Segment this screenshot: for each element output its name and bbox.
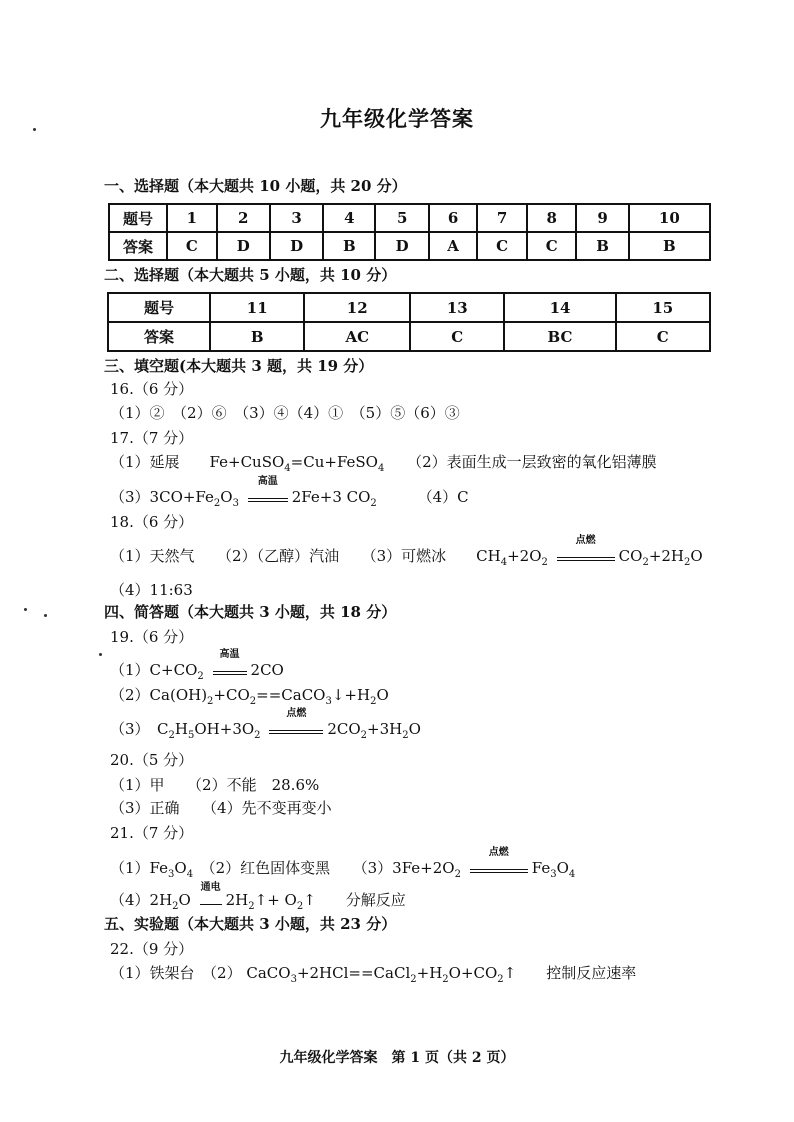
table-cell: 10 (629, 204, 710, 232)
answer-table-2 (107, 292, 711, 352)
text-run: （1）铁架台 （2） CaCO (110, 964, 291, 982)
table-row (108, 293, 710, 322)
table-cell: C (527, 232, 577, 260)
q20-heading: 20.（5 分） (110, 751, 194, 769)
answer-table-1 (108, 203, 711, 261)
text-run: 2CO (250, 661, 284, 679)
section-4-heading: 四、简答题（本大题共 3 小题，共 18 分） (104, 603, 397, 621)
row-label-answer: 答案 (109, 232, 167, 260)
scan-speck (99, 653, 102, 656)
q16-answer-line: （1）② （2）⑥ （3）④（4）① （5）⑤（6）③ (110, 404, 460, 422)
q19-answer-line-1: $(1)C+CO_2$ 高温 2CO (110, 649, 284, 682)
row-label-question: 题号 (108, 293, 210, 322)
q18-answer-line-1: （1）天然气 （2）（乙醇）汽油 （3）可燃冰 $CH_4+2O_2$ 点燃 $CO_2+2H_2O$ (110, 535, 703, 568)
text-run: O (178, 891, 191, 909)
table-cell: C (167, 232, 217, 260)
table-cell: AC (304, 322, 410, 351)
q19-answer-line-2: $(2)Ca(OH)_2+CO_2==CaCO_3↓+H_2O$ (110, 686, 389, 707)
table-cell: C (616, 322, 710, 351)
reaction-arrow (269, 708, 323, 734)
table-cell: BC (504, 322, 615, 351)
reaction-condition: 高温 (257, 476, 278, 487)
table-cell: 13 (410, 293, 504, 322)
table-row (108, 322, 710, 351)
table-row (109, 232, 710, 260)
section-2-heading: 二、选择题（本大题共 5 小题，共 10 分） (104, 266, 397, 284)
text-run: O (174, 859, 187, 877)
q19-heading: 19.（6 分） (110, 628, 194, 646)
table-cell: 15 (616, 293, 710, 322)
text-run: （3） C (110, 720, 169, 738)
text-run: O (690, 547, 703, 565)
table-cell: 7 (477, 204, 527, 232)
text-run: O (220, 488, 233, 506)
text-run: OH+3O (194, 720, 255, 738)
q20-answer-line-1: （1）甲 （2）不能 28.6% (110, 776, 320, 794)
q18-answer-line-2: （4）11:63 (110, 581, 193, 599)
table-cell: 5 (375, 204, 428, 232)
q19-answer-line-3: （3） $C_2H_5OH+3O_2$ 点燃 $2CO_2+3H_2O$ (110, 708, 421, 741)
q17-heading: 17.（7 分） (110, 429, 194, 447)
section-1-heading: 一、选择题（本大题共 10 小题，共 20 分） (104, 177, 407, 195)
text-run: O (556, 859, 569, 877)
text-run: （2）表面生成一层致密的氧化铝薄膜 (407, 453, 657, 471)
scan-speck (44, 614, 47, 617)
text-run: CO (618, 547, 643, 565)
q21-heading: 21.（7 分） (110, 824, 194, 842)
section-3-heading: 三、填空题(本大题共 3 题，共 19 分） (104, 357, 374, 375)
text-run: 2Fe+3 CO (291, 488, 371, 506)
reaction-arrow (557, 535, 615, 561)
table-cell: 12 (304, 293, 410, 322)
page-footer: 九年级化学答案 第 1 页（共 2 页） (279, 1050, 515, 1066)
table-cell: 14 (504, 293, 615, 322)
table-cell: 6 (429, 204, 477, 232)
reaction-arrow (470, 847, 528, 873)
text-run: ↑ 分解反应 (303, 891, 406, 909)
section-5-heading: 五、实验题（本大题共 3 小题，共 23 分） (104, 915, 397, 933)
q20-answer-line-2: （3）正确 （4）先不变再变小 (110, 799, 332, 817)
reaction-condition: 点燃 (488, 847, 509, 858)
table-cell: 9 (576, 204, 628, 232)
text-run: （4）C (417, 488, 469, 506)
text-run: O (376, 686, 389, 704)
q22-answer-line-1: （1）铁架台 （2） $CaCO_3+2HCl==CaCl_2+H_2O+CO_2↑$ 控制反应速率 (110, 964, 637, 985)
table-cell: B (323, 232, 375, 260)
table-cell: A (429, 232, 477, 260)
q17-answer-line-2: $(3)3CO+Fe_2O_3$ 高温 2Fe+3 $CO_2$ （4）C (110, 476, 469, 509)
reaction-condition: 点燃 (575, 535, 596, 546)
table-cell: B (576, 232, 628, 260)
page-title: 九年级化学答案 (320, 106, 474, 131)
table-cell: 3 (270, 204, 323, 232)
scan-speck (33, 128, 36, 131)
table-cell: B (210, 322, 304, 351)
text-run: H (174, 720, 188, 738)
table-cell: B (629, 232, 710, 260)
q21-answer-line-1: $(1)Fe_3O_4$ （2）红色固体变黑 $(3)3Fe+2O_2$ 点燃 $Fe_3O_4$ (110, 847, 576, 880)
text-run: ↑+ O (254, 891, 297, 909)
row-label-question: 题号 (109, 204, 167, 232)
table-cell: 4 (323, 204, 375, 232)
text-run: =Cu+FeSO (290, 453, 378, 471)
text-run: O (408, 720, 421, 738)
text-run: ↑ 控制反应速率 (503, 964, 637, 982)
text-run: Fe (531, 859, 551, 877)
text-run: +2HCl==CaCl (296, 964, 411, 982)
table-cell: C (477, 232, 527, 260)
table-cell: D (217, 232, 270, 260)
text-run: ↓+H (331, 686, 371, 704)
table-cell: 1 (167, 204, 217, 232)
reaction-condition: 高温 (219, 649, 240, 660)
text-run: ==CaCO (256, 686, 326, 704)
text-run: （2）Ca(OH) (110, 686, 208, 704)
reaction-arrow (213, 649, 247, 675)
table-cell: D (270, 232, 323, 260)
table-row (109, 204, 710, 232)
table-cell: 2 (217, 204, 270, 232)
row-label-answer: 答案 (108, 322, 210, 351)
scan-speck (24, 608, 27, 611)
table-cell: 8 (527, 204, 577, 232)
text-run: +3H (367, 720, 403, 738)
text-run: 2H (225, 891, 249, 909)
text-run: （1）Fe (110, 859, 169, 877)
text-run: 2CO (327, 720, 361, 738)
text-run: （1）延展 Fe+CuSO (110, 453, 285, 471)
text-run: （1）天然气 （2）（乙醇）汽油 （3）可燃冰 CH (110, 547, 501, 565)
table-cell: D (375, 232, 428, 260)
text-run: +H (416, 964, 443, 982)
text-run: （3）3CO+Fe (110, 488, 214, 506)
reaction-condition: 通电 (200, 882, 221, 893)
q16-heading: 16.（6 分） (110, 380, 194, 398)
reaction-arrow (248, 476, 288, 502)
reaction-arrow (200, 882, 222, 905)
text-run: +2O (507, 547, 542, 565)
text-run: （2）红色固体变黑 （3）3Fe+2O (193, 859, 455, 877)
q21-answer-line-2: $(4)2H_2O$ 通电 $2H_2↑+$ $O_2↑$ 分解反应 (110, 882, 406, 912)
reaction-condition: 点燃 (286, 708, 307, 719)
text-run: +CO (213, 686, 250, 704)
text-run: （4）2H (110, 891, 173, 909)
text-run: O+CO (448, 964, 498, 982)
text-run: （1）C+CO (110, 661, 198, 679)
table-cell: C (410, 322, 504, 351)
text-run: +2H (648, 547, 685, 565)
q18-heading: 18.（6 分） (110, 513, 194, 531)
q17-answer-line-1: （1）延展 Fe+CuSO$_4$=Cu+FeSO$_4$ （2）表面生成一层致密的氧化铝薄膜 (110, 453, 657, 474)
q22-heading: 22.（9 分） (110, 940, 194, 958)
table-cell: 11 (210, 293, 304, 322)
